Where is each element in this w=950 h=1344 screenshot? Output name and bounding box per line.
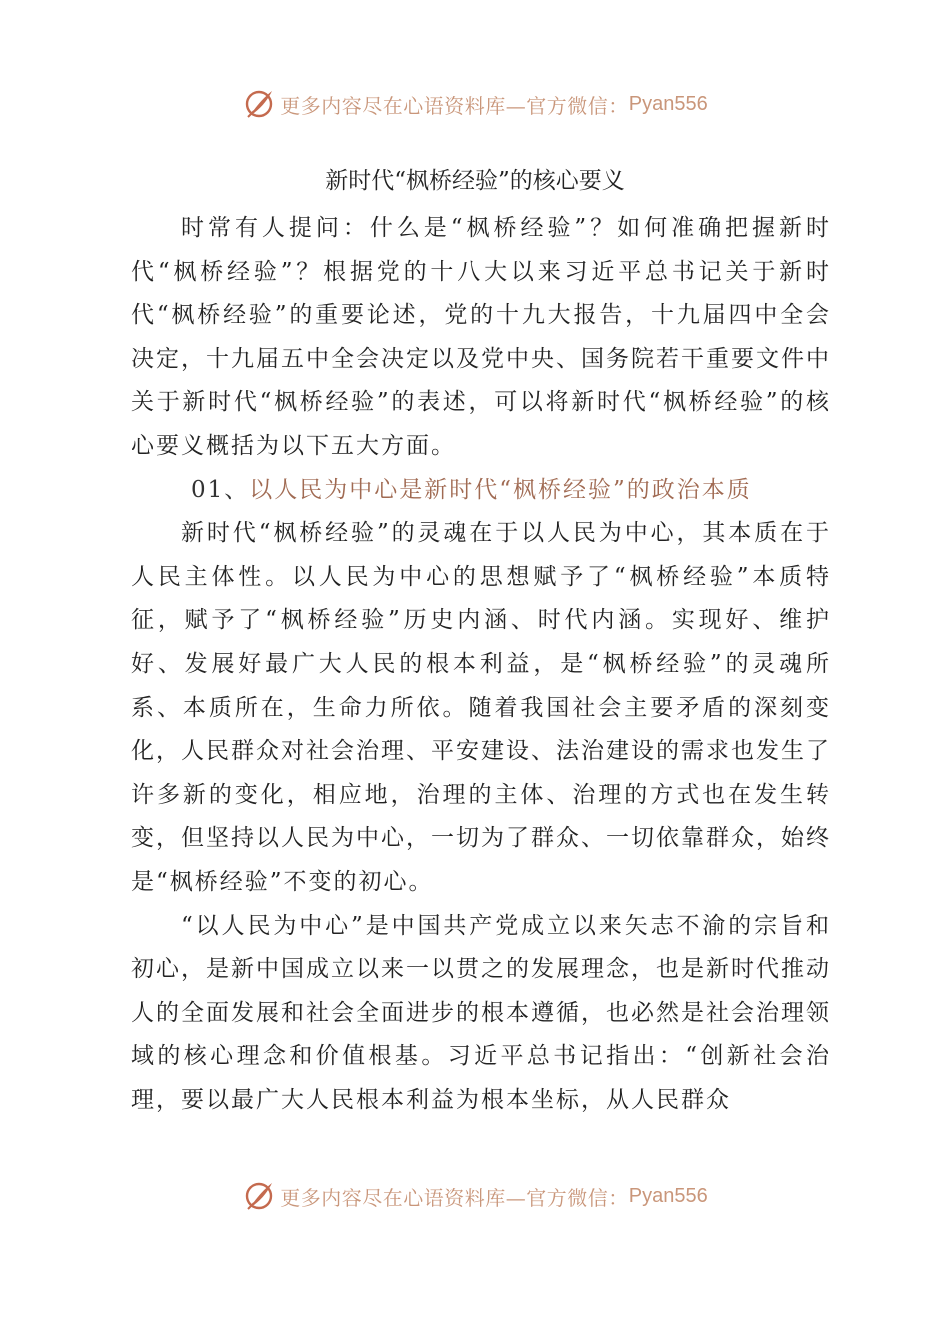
document-title: 新时代“枫桥经验”的核心要义 [325, 168, 625, 194]
quill-circle-logo-icon [242, 87, 276, 121]
paragraph-section-1-continued: “以人民为中心”是中国共产党成立以来矢志不渝的宗旨和初心，是新中国成立以来一以贯之的发展理念，也是新时代推动人的全面发展和社会全面进步的根本遵循，也必然是社会治理领域的核心理念和价值根基。习近平总书记指出：“创新社会治理，要以最广大人民根本利益为根本坐标，从人民群众 [131, 912, 831, 1113]
paragraph-section-1: 新时代“枫桥经验”的灵魂在于以人民为中心，其本质在于人民主体性。以人民为中心的思想赋予了“枫桥经验”本质特征，赋予了“枫桥经验”历史内涵、时代内涵。实现好、维护好、发展好最广大人民的根本利益，是“枫桥经验”的灵魂所系、本质所在，生命力所依。随着我国社会主要矛盾的深刻变化，人民群众对社会治理、平安建设、法治建设的需求也发生了许多新的变化，相应地，治理的主体、治理的方式也在发生转变，但坚持以人民为中心，一切为了群众、一切依靠群众，始终是“枫桥经验”不变的初心。 [131, 520, 831, 895]
watermark-header [0, 84, 950, 124]
watermark-text: 更多内容尽在心语资料库—官方微信： [280, 93, 629, 118]
watermark-wechat-id: Pyan556 [628, 1184, 708, 1207]
watermark-footer [0, 1176, 950, 1216]
watermark-text: 更多内容尽在心语资料库—官方微信： [280, 1185, 629, 1210]
paragraph-intro: 时常有人提问：什么是“枫桥经验”？如何准确把握新时代“枫桥经验”？根据党的十八大以来习近平总书记关于新时代“枫桥经验”的重要论述，党的十九大报告，十九届四中全会决定，十九届五中全会决定以及党中央、国务院若干重要文件中关于新时代“枫桥经验”的表述，可以将新时代“枫桥经验”的核心要义概括为以下五大方面。 [131, 215, 831, 459]
section-heading-text: 以人民为中心是新时代“枫桥经验”的政治本质 [249, 476, 752, 503]
watermark-wechat-id: Pyan556 [628, 92, 708, 115]
document-body [131, 207, 831, 1122]
section-number: 01、 [191, 476, 250, 503]
quill-circle-logo-icon [242, 1179, 276, 1213]
section-heading [131, 469, 831, 513]
